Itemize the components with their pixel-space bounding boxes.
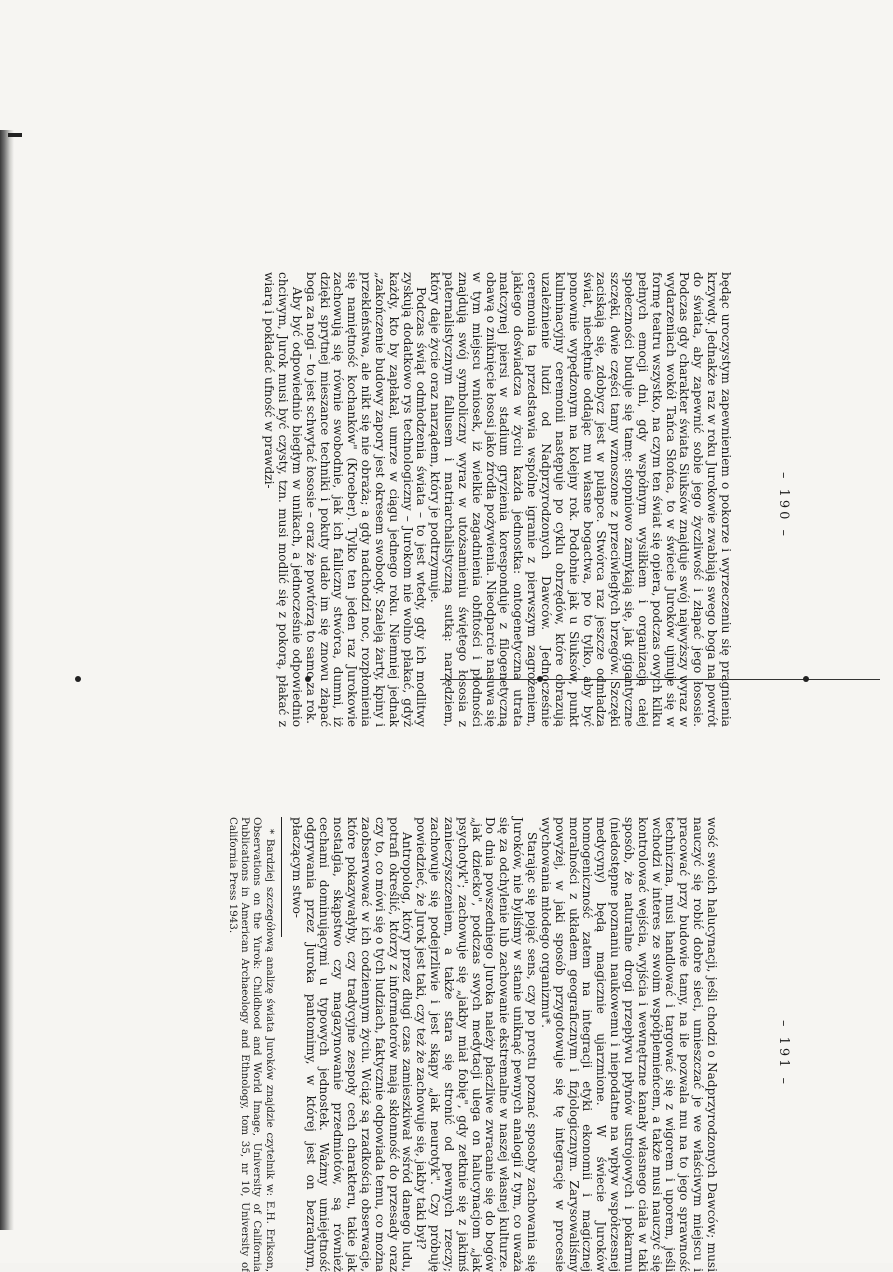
footnote-text: * Bardziej szczegółową analizę świata Juroków znajdzie czytelnik w: E.H. Erikson, Observations on the Yurok: Childhood and World Image, University of California Publications in American Archaeology and Ethnology, tom 35, nr 10, University of California Press 1943. [226, 817, 276, 1272]
divider-dot [803, 676, 809, 682]
paragraph: wość swoich halucynacji, jeśli chodzi o Nadprzyrodzonych Dawców; musi nauczyć się robić dobre sieci, umieszczać je we właściwym miejscu i pracować przy budowie tamy, na ile pozwala mu na to jego sprawność techniczna, musi handlować i targować się z wigorem i uporem, jeśli wchodzi w interes ze swoim współplemieńcem, a także musi nauczyć się kontrolować wejścia, wyjścia i wewnętrzne kanały własnego ciała w taki sposób, że naturalne drogi przepływu płynów ustrojowych i pokarmu (niedostępne poznaniu naukowemu i niepodatne na wpływ współczesnej medycyny) będą magicznie ujarzmione. W świecie Juroków homogeniczność zatem na integracji etyki ekonomii i magicznej moralności z układem geograficznym i fizjologicznym. Zarysowaliśmy powyżej, w jaki sposób przygotowuje się tę integrację w procesie wychowania młodego organizmu*. [538, 817, 719, 1272]
page-190-text [97, 272, 732, 727]
paragraph: Antropolog, który przez długi czas zamieszkiwał wśród danego ludu, potrafi określić, którzy z informatorów mają skłonność do przesady oraz czy to, co mówi się o tych ludziach, faktycznie odpowiada temu, co można zaobserwować w ich codziennym życiu. Wciąż są rzadkością obserwacje, które pokazywałyby, czy tradycyjne zespoły cech charakteru, takie jak nostalgia, skąpstwo czy magazynowanie przedmiotów, są również cechami dominującymi u typowych jednostek. Ważmy umiejętność odgrywania przez Juroka pantomimy, w której jest on bezradnym, płaczącym stwo- [289, 817, 415, 1272]
divider-dot [75, 676, 81, 682]
paragraph: będąc uroczystym zapewnieniem o pokorze i wyrzeczeniu się pragnienia krzywdy. Jednakże raz w roku Jurokowie zwabiają swego boga na powrót do świata, aby zapewnić sobie jego życzliwość i złapać jego łososie. Podczas gdy charakter świata Siuksów znajduje swój najwyższy wyraz w wydarzeniach wokół Tańca Słońca, to w świecie Juroków ujmuje się w formę teatru wszystko, na czym ten świat się opiera, podczas owych kilku pełnych emocji dni, gdy współnym wysiłkiem i organizacją całej społeczności buduje się tamę: stopniowo zamykają się, jak gigantyczne szczęki, dwie części tamy wznoszone z przeciwległych brzegów. Szczęki zaciskają się, zdobycz jest w pułapce. Stwórca raz jeszcze odmładza świat, niechętnie oddając mu własne bogactwa, po to tylko, aby być ponownie wypędzonym na kolejny rok. Podobnie jak u Siuksów, punkt kulminacyjny ceremonii następuje po cyklu obrzędów, które obrazują uzależnienie ludzi od Nadprzyrodzonych Dawców. Jednocześnie ceremonia ta przedstawia wspólne igranie z pierwszym zagrożeniem, jakiego doświadcza w życiu każda jednostka: ontogenetyczna utrata matczynej piersi w stadium gryzienia koresponduje z filogenetyczną obawą o zniknięcie łososi jako źródła pożywienia. Nieodparcie nasuwa się w tym miejscu wniosek, iż wielkie zagadnienia obfitości i płodności znajdują swój symboliczny wyraz w utożsamieniu świętego łososia z paternalistycznym fallusem i matriarchalistyczną sutką: narzędziem, który daje życie oraz narządem, który je podtrzymuje. [428, 272, 733, 727]
footnote-rule [281, 817, 282, 937]
page-191-text [83, 817, 718, 1272]
page-number: – 191 – [776, 1019, 792, 1088]
book-spine-edge [0, 130, 14, 1230]
page-number: – 190 – [776, 471, 792, 540]
footnote [226, 817, 276, 1272]
paragraph: Aby być odpowiednio biegłym w unikach, a jednocześnie odpowiednio chciwym, Jurok musi być czysty, tzn. musi modlić się z pokorą, płakać z wiarą i pokładać ufność w prawdzi- [262, 272, 304, 727]
paragraph: Podczas świąt odmłodzenia świata – to jest wtedy, gdy ich modlitwy zyskują dodatkowo rys technologiczny – Jurokom nie wolno płakać, gdyż każdy, kto by zapłakał, umrze w ciągu jednego roku. Niemniej jednak „zakończenie budowy zapory jest okresem swobody. Szaleją żarty, kpiny i przekleństwa, ale nikt się nie obraża; a gdy nadchodzi noc, rozpłomienia się namiętność kochanków" (Kroeber). Tylko ten jeden raz Jurokowie zachowują się równie swobodnie, jak ich falliczny stwórca, dumni, iż dzięki sprytnej mieszance techniki i pokuty udało im się znowu złapać boga za nogi – to jest schwytać łososie – oraz że powtórzą to samo za rok. [303, 272, 429, 727]
corner-mark [8, 133, 22, 137]
paragraph: Starając się pojąć sens, czy po prostu poznać sposoby zachowania się Juroków, nie byliśmy w stanie uniknąć pewnych analogii z tym, co uważa się za odchylenie lub zachowanie ekstremalne w naszej własnej kulturze. Do dnia powszedniego Juroka należy płaczliwe zwracanie się do bogów „jak dziecko", podczas swych medytacji ulega on halucynacjom „jak psychotyk"; zachowuje się „jakby miał fobię", gdy zetknie się z jakimś zanieczyszczeniem, a także stara się stronić od pewnych rzeczy; zachowuje się podejrzliwie i jest skąpy „jak neurotyk". Czy próbuję powiedzieć, że Jurok jest taki, czy też że zachowuje się, jakby taki był? [414, 817, 540, 1272]
